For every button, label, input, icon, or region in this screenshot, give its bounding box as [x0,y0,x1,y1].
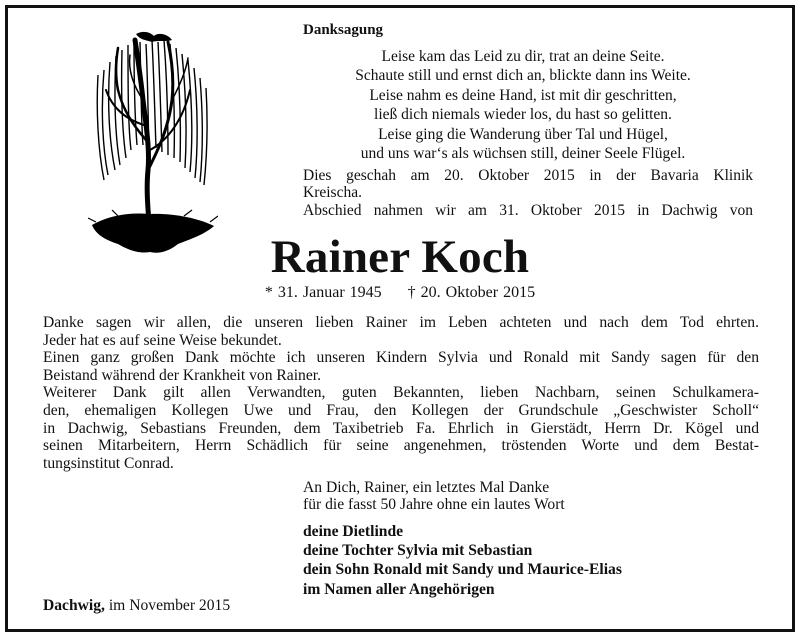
text-line: Weiterer Dank gilt allen Verwandten, guten Bekannten, lieben Nachbarn, seinen Schulkamera- [43,384,759,402]
birth-date: * 31. Januar 1945 [264,284,382,301]
text-line: Beistand während der Krankheit von Rainer. [43,366,322,384]
text-line: seinen Mitarbeitern, Herrn Schädlich für seine angenehmen, tröstenden Worte und dem Bestat- [43,437,759,455]
signer: dein Sohn Ronald mit Sandy und Maurice-Elias [303,561,622,579]
deceased-name: Rainer Koch [270,231,530,283]
text-line: den, ehemaligen Kollegen Uwe und Frau, den Kollegen der Grundschule „Geschwister Scholl“ [43,401,759,419]
thanks-text [43,314,759,472]
death-date: † 20. Oktober 2015 [407,284,536,301]
signer: deine Tochter Sylvia mit Sebastian [303,542,533,560]
signers [303,522,622,599]
place-date [43,597,230,615]
text-line: Danke sagen wir allen, die unseren lieben Rainer im Leben achteten und nach dem Tod ehrten. [43,314,759,331]
poem-line: Leise ging die Wanderung über Tal und Hügel, [378,125,668,143]
text-line: Jeder hat es auf seine Weise bekundet. [43,331,282,349]
poem-line: und uns war‘s als wüchsen still, deiner Seele Flügel. [360,145,686,163]
text-line: in Dachwig, Sebastians Freunden, dem Taxibetrieb Fa. Ehrlich in Gierstädt, Herrn Dr. Kögel und [43,419,759,437]
place-town: Dachwig, [43,597,105,614]
info-line: Dies geschah am 20. Oktober 2015 in der Bavaria Klinik [303,167,753,184]
poem-line: Schaute still und ernst dich an, blickte dann ins Weite. [355,67,691,85]
text-line: Einen ganz großen Dank möchte ich unseren Kindern Sylvia und Ronald mit Sandy sagen für den [43,349,759,367]
life-dates [0,284,800,302]
closing-line: An Dich, Rainer, ein letztes Mal Danke [303,479,550,496]
signer: deine Dietlinde [303,523,404,540]
poem-line: ließ dich niemals wieder los, du hast so gelitten. [374,106,672,124]
info-line: Kreischa. [303,184,362,202]
farewell-info [303,167,753,219]
signer: im Namen aller Angehörigen [303,580,495,598]
poem-line: Leise kam das Leid zu dir, trat an deine Seite. [381,48,665,65]
title: Danksagung [303,22,384,38]
info-line: Abschied nahmen wir am 31. Oktober 2015 in Dachwig von [303,201,753,219]
poem-line: Leise nahm es deine Hand, ist mit dir geschritten, [369,86,677,104]
weeping-willow-icon [88,30,218,255]
closing-line: für die fasst 50 Jahre ohne ein lautes Wort [303,496,565,514]
place-month: im November 2015 [104,597,231,614]
closing-words [303,479,565,514]
text-line: tungsinstitut Conrad. [43,454,174,472]
poem [303,47,743,163]
